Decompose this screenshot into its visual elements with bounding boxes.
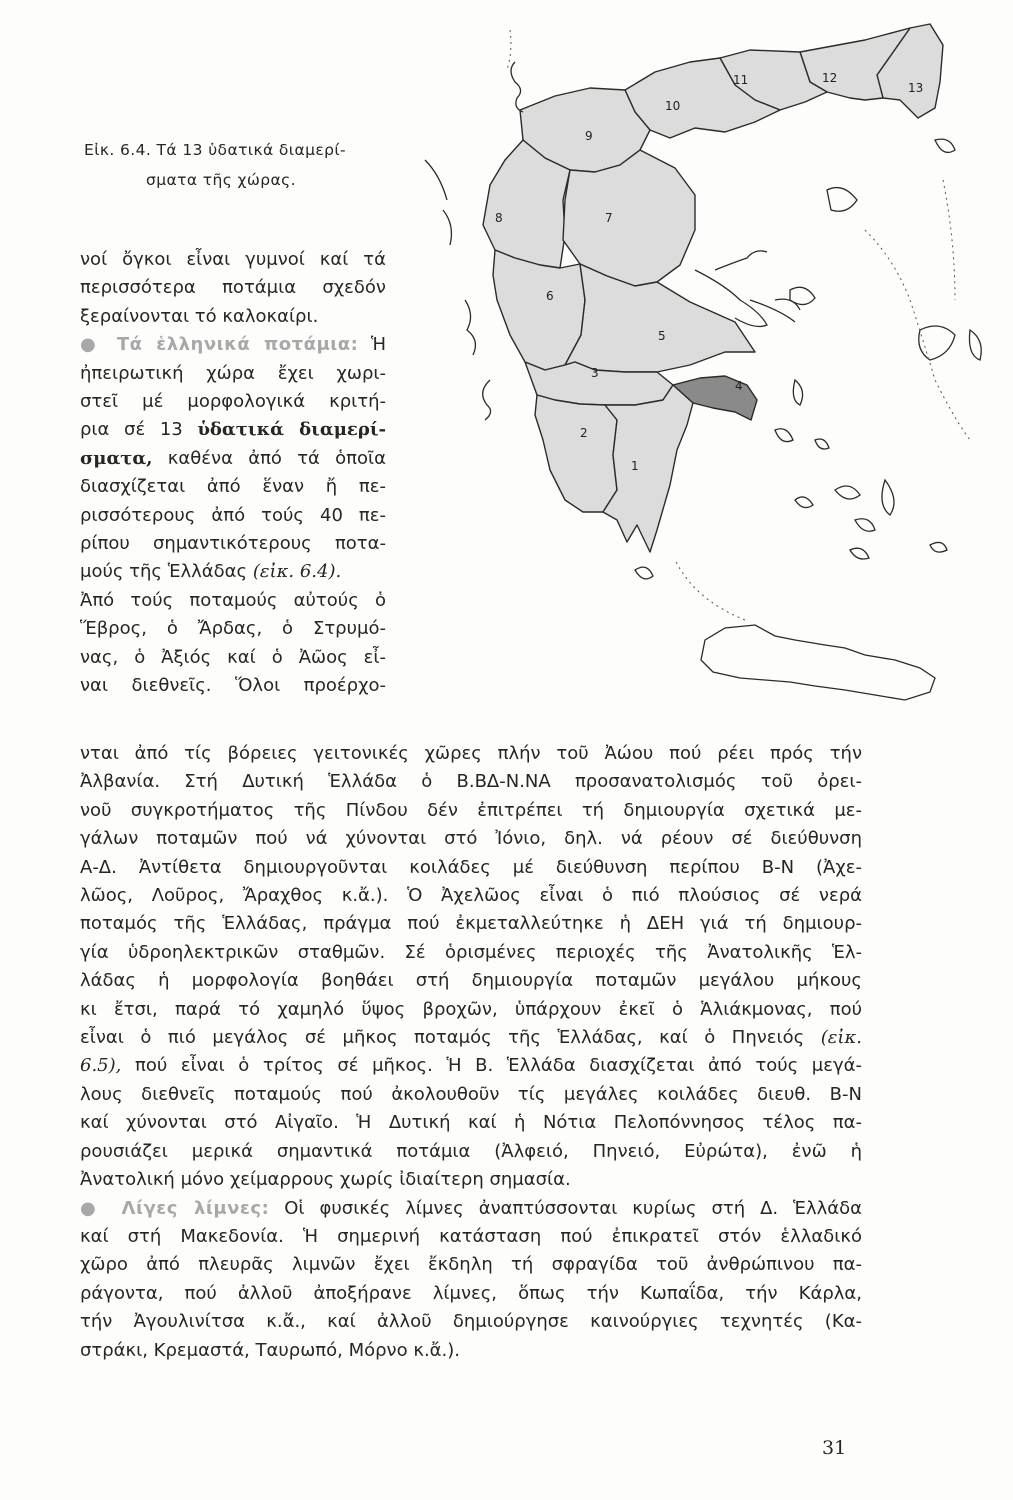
text-line: νοί ὄγκοι εἶναι γυμνοί καί τά — [80, 249, 386, 270]
text-line: χῶρο ἀπό πλευρᾶς λιμνῶν ἔχει ἔκδηλη τή σφραγίδα τοῦ ἀνθρώπινου πα- — [80, 1254, 862, 1276]
text-line — [80, 1024, 862, 1052]
text-line: νοῦ συγκροτήματος τῆς Πίνδου δέν ἐπιτρέπει τή δημιουργία σχετικά με- — [80, 799, 862, 821]
full-width-text — [80, 740, 862, 1365]
label-district-10: 10 — [665, 99, 681, 113]
text-line: ποταμός τῆς Ἑλλάδας, πράγμα πού ἐκμεταλλεύτηκε ἡ ΔΕΗ γιά τή δημιουρ- — [80, 913, 862, 935]
water-districts-map — [395, 0, 995, 720]
text-line: Α-Δ. Ἀντίθετα δημιουργοῦνται κοιλάδες μέ διεύθυνση περίπου Β-Ν (Ἀχε- — [80, 856, 862, 878]
text-fragment: εἶναι ὁ πιό μεγάλος σέ μῆκος ποταμός τῆς Ἑλλάδας, καί ὁ Πηνειός — [80, 1027, 821, 1049]
text-line — [80, 1052, 862, 1080]
rivers-heading-line — [80, 331, 386, 359]
label-district-8: 8 — [495, 211, 503, 225]
district-1 — [603, 385, 693, 552]
text-fragment: πού εἶναι ὁ τρίτος σέ μῆκος. Ἡ Β. Ἑλλάδα διασχίζεται ἀπό τούς μεγά- — [121, 1055, 862, 1077]
figure-caption — [84, 135, 384, 195]
text-line: λῶος, Λοῦρος, Ἄραχθος κ.ἄ.). Ὁ Ἀχελῶος εἶναι ὁ πιό πλούσιος σέ νερά — [80, 885, 862, 907]
bullet-icon: ● — [80, 1197, 122, 1219]
text-line: καί στή Μακεδονία. Ἡ σημερινή κατάσταση πού ἐπικρατεῖ στόν ἑλλαδικό — [80, 1225, 862, 1247]
text-line: γάλων ποταμῶν πού νά χύνονται στό Ἰόνιο, δηλ. νά ρέουν σέ διεύθυνση — [80, 828, 862, 850]
label-district-4: 4 — [735, 379, 743, 393]
bold-term: ὑδατικά διαμερί- — [197, 419, 386, 441]
label-district-9: 9 — [585, 129, 593, 143]
caption-line-1: Εἰκ. 6.4. Τά 13 ὑδατικά διαμερί- — [84, 141, 346, 159]
section-heading-lakes: Λίγες λίμνες: — [121, 1197, 270, 1219]
text-line: ἠπειρωτική χώρα ἔχει χωρι- — [80, 362, 386, 384]
text-fragment: καθένα ἀπό τά ὁποῖα — [152, 447, 386, 469]
text-line — [80, 558, 386, 586]
text-line: στράκι, Κρεμαστά, Ταυρωπό, Μόρνο κ.ἄ.). — [80, 1339, 460, 1361]
figure-reference: (εἰκ. — [820, 1027, 862, 1049]
label-district-6: 6 — [546, 289, 554, 303]
crete-island — [701, 625, 935, 700]
figure-reference: 6.5), — [80, 1055, 122, 1077]
text-line: περισσότερα ποτάμια σχεδόν — [80, 277, 386, 299]
section-heading-rivers: Τά ἑλληνικά ποτάμια: — [116, 334, 359, 356]
text-line: νας, ὁ Ἀξιός καί ὁ Ἀῶος εἶ- — [80, 646, 386, 668]
bold-term: σματα, — [80, 447, 153, 469]
text-line: Ἀπό τούς ποταμούς αὐτούς ὁ — [80, 589, 386, 611]
label-district-13: 13 — [908, 81, 924, 95]
greece-map-svg — [395, 0, 995, 720]
text-line: διασχίζεται ἀπό ἕναν ἤ πε- — [80, 476, 386, 498]
text-line: γία ὑδροηλεκτρικῶν σταθμῶν. Σέ ὁρισμένες περιοχές τῆς Ἀνατολικῆς Ἑλ- — [80, 941, 862, 963]
label-district-1: 1 — [631, 459, 639, 473]
label-district-2: 2 — [580, 426, 588, 440]
text-line: Ἀνατολική μόνο χείμαρρους χωρίς ἰδιαίτερη σημασία. — [80, 1169, 571, 1191]
text-fragment: Ἡ — [358, 334, 386, 356]
label-district-7: 7 — [605, 211, 613, 225]
label-district-3: 3 — [591, 366, 599, 380]
district-2 — [535, 395, 617, 512]
text-line: ράγοντα, πού ἀλλοῦ ἀποξήρανε λίμνες, ὅπως τήν Κωπαΐδα, τήν Κάρλα, — [80, 1282, 862, 1304]
lakes-heading-line — [80, 1195, 862, 1223]
text-line: ρισσότερους ἀπό τούς 40 πε- — [80, 504, 386, 526]
text-line: Ἕβρος, ὁ Ἄρδας, ὁ Στρυμό- — [80, 618, 386, 640]
text-line: νται ἀπό τίς βόρειες γειτονικές χῶρες πλήν τοῦ Ἀώου πού ρέει πρός τήν — [80, 743, 862, 764]
text-line: ρίπου σημαντικότερους ποτα- — [80, 533, 386, 555]
text-fragment: Οἱ φυσικές λίμνες ἀναπτύσσονται κυρίως στή Δ. Ἑλλάδα — [269, 1197, 862, 1219]
text-line: λους διεθνεῖς ποταμούς πού ἀκολουθοῦν τίς μεγάλες κοιλάδες διευθ. Β-Ν — [80, 1083, 862, 1105]
text-line: κι ἔτσι, παρά τό χαμηλό ὕψος βροχῶν, ὑπάρχουν ἐκεῖ ὁ Ἁλιάκμονας, πού — [80, 998, 862, 1020]
text-line: λάδας ἡ μορφολογία βοηθάει στή δημιουργία ποταμῶν μεγάλου μήκους — [80, 970, 862, 992]
text-line: ρουσιάζει μερικά σημαντικά ποτάμια (Ἀλφειό, Πηνειό, Εὐρώτα), ἐνῶ ἡ — [80, 1140, 862, 1162]
text-line: στεῖ μέ μορφολογικά κριτή- — [80, 391, 386, 413]
label-district-11: 11 — [733, 73, 749, 87]
text-line — [80, 416, 386, 444]
bullet-icon: ● — [80, 334, 117, 356]
text-fragment: μούς τῆς Ἑλλάδας — [80, 561, 253, 583]
label-district-5: 5 — [658, 329, 666, 343]
text-line: Ἀλβανία. Στή Δυτική Ἑλλάδα ὁ Β.ΒΔ-Ν.ΝΑ προσανατολισμός τοῦ ὀρει- — [80, 771, 862, 793]
label-district-12: 12 — [822, 71, 838, 85]
figure-reference: (εἰκ. 6.4). — [252, 561, 342, 583]
text-line: ναι διεθνεῖς. Ὅλοι προέρχο- — [80, 675, 386, 697]
text-line — [80, 445, 386, 473]
text-fragment: ρια σέ 13 — [80, 419, 198, 441]
text-line: τήν Ἀγουλινίτσα κ.ἄ., καί ἀλλοῦ δημιούργησε καινούργιες τεχνητές (Κα- — [80, 1311, 862, 1333]
page-number: 31 — [822, 1437, 847, 1459]
narrow-text-column — [80, 246, 386, 701]
text-line: ξεραίνονται τό καλοκαίρι. — [80, 305, 319, 327]
text-line: καί χύνονται στό Αἰγαῖο. Ἡ Δυτική καί ἡ Νότια Πελοπόννησος τέλος πα- — [80, 1112, 862, 1134]
caption-line-2: σματα τῆς χώρας. — [146, 171, 296, 189]
